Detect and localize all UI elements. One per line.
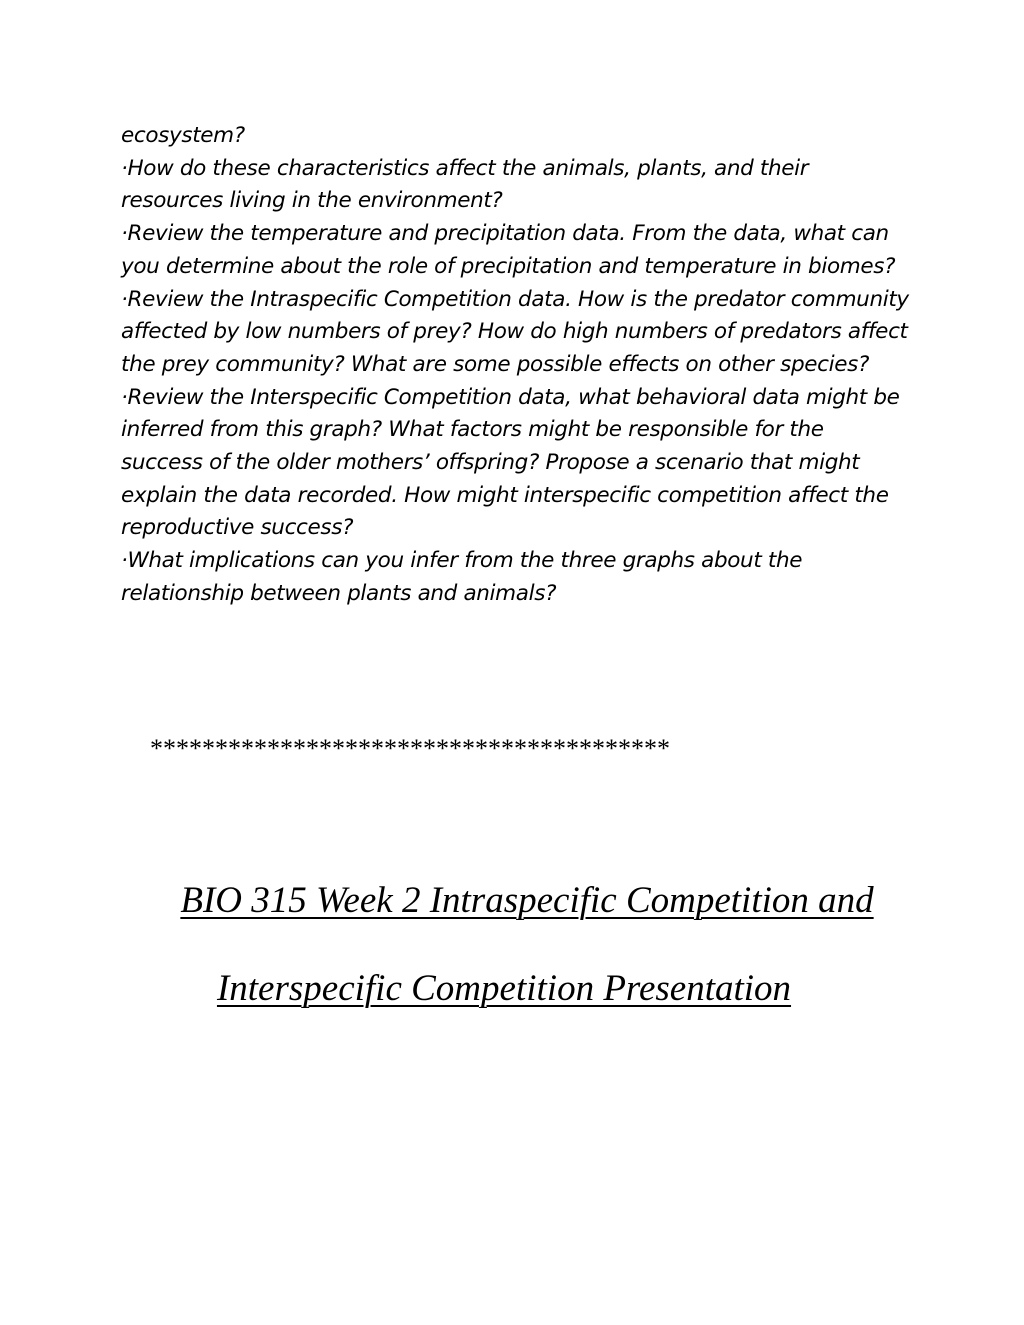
paragraph-ecosystem: ecosystem?: [121, 123, 245, 148]
question-intraspecific-competition: ·Review the Intraspecific Competition data. How is the predator community affected by low numbers of prey? How do high numbers of predators affect the prey community? What are some possible effects on other species?: [121, 286, 909, 377]
question-implications: ·What implications can you infer from the three graphs about the relationship between plants and animals?: [121, 548, 803, 606]
question-list: [121, 120, 911, 611]
question-temperature-precipitation: ·Review the temperature and precipitation data. From the data, what can you determine about the role of precipitation and temperature in biomes?: [121, 221, 896, 279]
asterisk-separator: ****************************************: [150, 734, 670, 763]
document-title-line-2[interactable]: Interspecific Competition Presentation: [216, 968, 792, 1009]
document-title-line-1[interactable]: BIO 315 Week 2 Intraspecific Competition and: [180, 880, 874, 921]
question-characteristics: ·How do these characteristics affect the animals, plants, and their resources living in the environment?: [121, 155, 809, 214]
question-interspecific-competition: ·Review the Interspecific Competition data, what behavioral data might be inferred from this graph? What factors might be responsible for the success of the older mothers’ offspring? Propose a scenario that might explain the data recorded. How might interspecific competition affect the reproductive success?: [121, 384, 900, 541]
